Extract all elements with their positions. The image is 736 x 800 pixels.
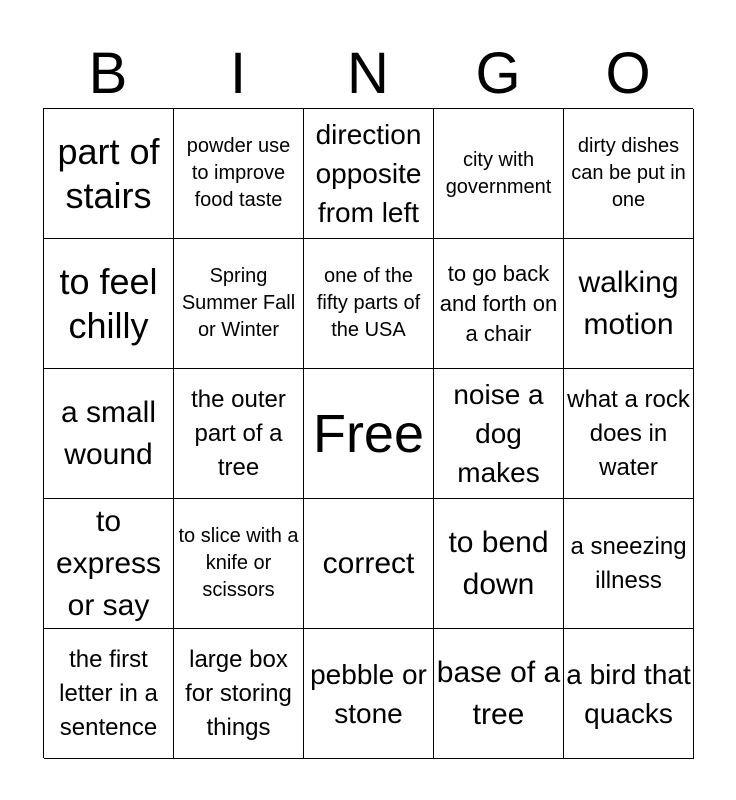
cell-text: noise a dog makes <box>453 379 544 488</box>
bingo-cell[interactable] <box>304 109 434 239</box>
bingo-cell[interactable] <box>174 369 304 499</box>
header-letter-b: B <box>88 41 128 106</box>
cell-text: what a rock does in water <box>567 385 690 481</box>
bingo-board <box>43 108 693 758</box>
bingo-cell[interactable] <box>564 109 694 239</box>
cell-text: walking motion <box>578 265 679 341</box>
cell-text: city with government <box>445 148 552 198</box>
bingo-cell[interactable] <box>564 499 694 629</box>
cell-text: to express or say <box>55 504 162 622</box>
header-letter-g: G <box>475 41 521 106</box>
header-letter-i: I <box>229 41 247 106</box>
cell-text: the outer part of a tree <box>191 385 286 481</box>
cell-text: the first letter in a sentence <box>59 645 158 741</box>
bingo-cell[interactable] <box>44 109 174 239</box>
bingo-cell free-space[interactable] <box>304 369 434 499</box>
cell-text: large box for storing things <box>185 645 292 741</box>
bingo-cell[interactable] <box>44 629 174 759</box>
bingo-cell[interactable] <box>564 629 694 759</box>
cell-text: to bend down <box>448 525 549 601</box>
cell-text: dirty dishes can be put in one <box>571 135 686 211</box>
bingo-header <box>43 40 693 108</box>
cell-text: a small wound <box>60 395 157 471</box>
cell-text: Spring Summer Fall or Winter <box>181 265 296 341</box>
cell-text: a sneezing illness <box>570 532 687 594</box>
bingo-cell[interactable] <box>304 239 434 369</box>
cell-text: part of stairs <box>57 130 160 216</box>
bingo-cell[interactable] <box>44 239 174 369</box>
bingo-cell[interactable] <box>434 109 564 239</box>
bingo-cell[interactable] <box>564 369 694 499</box>
bingo-cell[interactable] <box>174 109 304 239</box>
header-letter-o: O <box>605 41 651 106</box>
bingo-cell[interactable] <box>564 239 694 369</box>
bingo-cell[interactable] <box>434 369 564 499</box>
bingo-cell[interactable] <box>44 369 174 499</box>
bingo-cell[interactable] <box>304 499 434 629</box>
cell-text: to slice with a knife or scissors <box>178 525 299 601</box>
bingo-cell[interactable] <box>434 629 564 759</box>
header-letter-n: N <box>347 41 389 106</box>
cell-text: base of a tree <box>436 655 561 731</box>
cell-text: to go back and forth on a chair <box>439 260 558 346</box>
cell-text: one of the fifty parts of the USA <box>316 265 421 341</box>
cell-text: direction opposite from left <box>315 119 422 228</box>
bingo-cell[interactable] <box>434 239 564 369</box>
bingo-cell[interactable] <box>434 499 564 629</box>
cell-text: pebble or stone <box>310 658 427 729</box>
bingo-cell[interactable] <box>174 499 304 629</box>
bingo-cell[interactable] <box>304 629 434 759</box>
cell-text: correct <box>322 546 415 580</box>
bingo-cell[interactable] <box>44 499 174 629</box>
cell-text: powder use to improve food taste <box>186 135 291 211</box>
free-space-text: Free <box>312 403 425 464</box>
bingo-cell[interactable] <box>174 629 304 759</box>
cell-text: a bird that quacks <box>566 658 691 729</box>
cell-text: to feel chilly <box>59 260 158 346</box>
bingo-cell[interactable] <box>174 239 304 369</box>
